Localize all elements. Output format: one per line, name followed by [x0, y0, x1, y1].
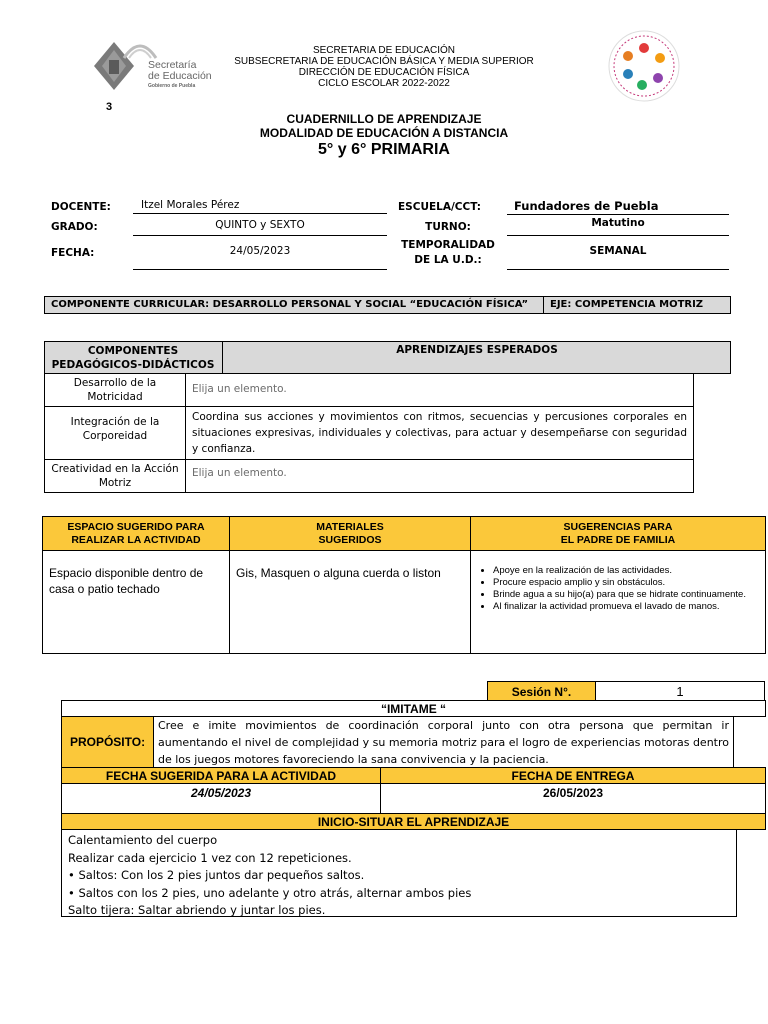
- table-row: [43, 517, 766, 551]
- inicio-label: INICIO-SITUAR EL APRENDIZAJE: [61, 813, 766, 830]
- title-grado: 5° y 6° PRIMARIA: [318, 141, 450, 158]
- docente-label: DOCENTE:: [51, 201, 111, 213]
- materiales-header-line2: SUGERIDOS: [318, 533, 382, 546]
- logo-line-2: de Educación: [148, 70, 212, 82]
- sugerencias-table: [42, 516, 766, 654]
- component-cell: Creatividad en la Acción Motriz: [45, 460, 186, 493]
- turno-label: TURNO:: [425, 221, 471, 233]
- fecha-sugerida-value: 24/05/2023: [61, 783, 381, 814]
- placeholder-cell[interactable]: Elija un elemento.: [186, 374, 694, 407]
- grado-label: GRADO:: [51, 221, 98, 233]
- materiales-cell: Gis, Masquen o alguna cuerda o liston: [230, 551, 471, 654]
- aprendizajes-esperados-header: APRENDIZAJES ESPERADOS: [396, 344, 558, 356]
- sesion-label: Sesión N°.: [487, 681, 596, 701]
- inicio-line: • Saltos con los 2 pies, uno adelante y otro atrás, alternar ambos pies: [68, 885, 472, 900]
- componente-curricular: [44, 296, 731, 314]
- institution-line: SUBSECRETARIA DE EDUCACIÓN BÁSICA Y MEDIA SUPERIOR: [234, 56, 534, 67]
- eje-text: EJE: COMPETENCIA MOTRIZ: [550, 299, 704, 310]
- titles: [200, 112, 568, 160]
- institution-line: CICLO ESCOLAR 2022-2022: [318, 78, 450, 89]
- padre-header-line1: SUGERENCIAS PARA: [563, 520, 673, 533]
- inicio-content: [61, 829, 737, 917]
- institution-line: SECRETARIA DE EDUCACIÓN: [312, 45, 456, 56]
- secretaria-logo: [92, 38, 217, 94]
- fecha-value: 24/05/2023: [133, 245, 387, 270]
- turno-value: Matutino: [507, 217, 729, 236]
- inicio-line: Realizar cada ejercicio 1 vez con 12 repeticiones.: [68, 850, 352, 865]
- table-row: [45, 407, 694, 460]
- componente-curricular-text: COMPONENTE CURRICULAR: DESARROLLO PERSONAL Y SOCIAL “EDUCACIÓN FÍSICA”: [51, 299, 529, 310]
- materiales-header: [230, 517, 471, 551]
- title-modalidad: MODALIDAD DE EDUCACIÓN A DISTANCIA: [259, 126, 509, 140]
- aprendizaje-cell: Coordina sus acciones y movimientos con ritmos, secuencias y percusiones corporales en situaciones expresivas, individuales y colectivas, para actuar y desempeñarse con seguridad y confianza.: [186, 407, 694, 460]
- inicio-line: Calentamiento del cuerpo: [68, 833, 218, 847]
- componentes-header: COMPONENTES PEDAGÓGICOS-DIDÁCTICOS: [51, 345, 215, 371]
- padre-header: [471, 517, 766, 551]
- table-row: [45, 374, 694, 407]
- docente-value: Itzel Morales Pérez: [133, 199, 387, 214]
- espacio-header-line2: REALIZAR LA ACTIVIDAD: [71, 533, 201, 546]
- title-cuadernillo: CUADERNILLO DE APRENDIZAJE: [286, 112, 482, 126]
- grado-value: QUINTO y SEXTO: [133, 219, 387, 236]
- temporalidad-value: SEMANAL: [507, 245, 729, 270]
- table-row: [43, 551, 766, 654]
- padre-suggestion: • Apoye en la realización de las actividades.: [493, 565, 759, 577]
- padre-suggestion: • Procure espacio amplio y sin obstáculos.: [493, 577, 759, 589]
- component-cell: Desarrollo de la Motricidad: [45, 374, 186, 407]
- temporalidad-label: [398, 238, 498, 268]
- padre-suggestion: • Brinde agua a su hijo(a) para que se hidrate continuamente.: [493, 589, 759, 601]
- escuela-value: Fundadores de Puebla: [507, 199, 729, 215]
- unity-logo: [606, 28, 682, 104]
- institution-header: [200, 45, 568, 89]
- table-row: [45, 460, 694, 493]
- fecha-entrega-value: 26/05/2023: [380, 783, 766, 814]
- proposito-text: Cree e imite movimientos de coordinación corporal junto con otra persona que permitan ir aumentando el nivel de complejidad y su memoria motriz para el logro de experiencias motoras dentro de los juegos motores favoreciendo la sana convivencia y la paciencia.: [153, 716, 734, 768]
- espacio-header-line1: ESPACIO SUGERIDO PARA: [67, 520, 205, 533]
- inicio-line: • Saltos: Con los 2 pies juntos dar pequeños saltos.: [68, 868, 365, 882]
- fecha-entrega-label: FECHA DE ENTREGA: [380, 767, 766, 784]
- padre-cell: [471, 551, 766, 654]
- materiales-header-line1: MATERIALES: [316, 520, 384, 533]
- aprendizajes-table: [44, 373, 694, 493]
- fecha-label: FECHA:: [51, 247, 95, 259]
- padre-header-line2: EL PADRE DE FAMILIA: [560, 533, 676, 546]
- fecha-sugerida-label: FECHA SUGERIDA PARA LA ACTIVIDAD: [61, 767, 381, 784]
- placeholder-cell[interactable]: Elija un elemento.: [186, 460, 694, 493]
- people-circle-icon: [606, 28, 682, 104]
- escuela-label: ESCUELA/CCT:: [398, 201, 481, 213]
- temporalidad-label-line2: DE LA U.D.:: [414, 254, 482, 266]
- temporalidad-label-line1: TEMPORALIDAD: [401, 239, 495, 251]
- component-cell: Integración de la Corporeidad: [45, 407, 186, 460]
- sesion-number: 1: [595, 681, 765, 701]
- page-number: 3: [106, 101, 113, 113]
- espacio-header: [43, 517, 230, 551]
- institution-line: DIRECCIÓN DE EDUCACIÓN FÍSICA: [298, 67, 470, 78]
- logo-line-1: Secretaría: [148, 59, 197, 71]
- inicio-line: Salto tijera: Saltar abriendo y juntar los pies.: [68, 903, 326, 917]
- proposito-label: PROPÓSITO:: [61, 716, 154, 768]
- sesion-title: “IMITAME “: [61, 700, 766, 717]
- logo-line-3: Gobierno de Puebla: [148, 83, 196, 89]
- aprendizajes-header: [44, 341, 731, 374]
- padre-suggestion: • Al finalizar la actividad promueva el lavado de manos.: [493, 601, 759, 613]
- espacio-cell: Espacio disponible dentro de casa o patio techado: [43, 551, 230, 654]
